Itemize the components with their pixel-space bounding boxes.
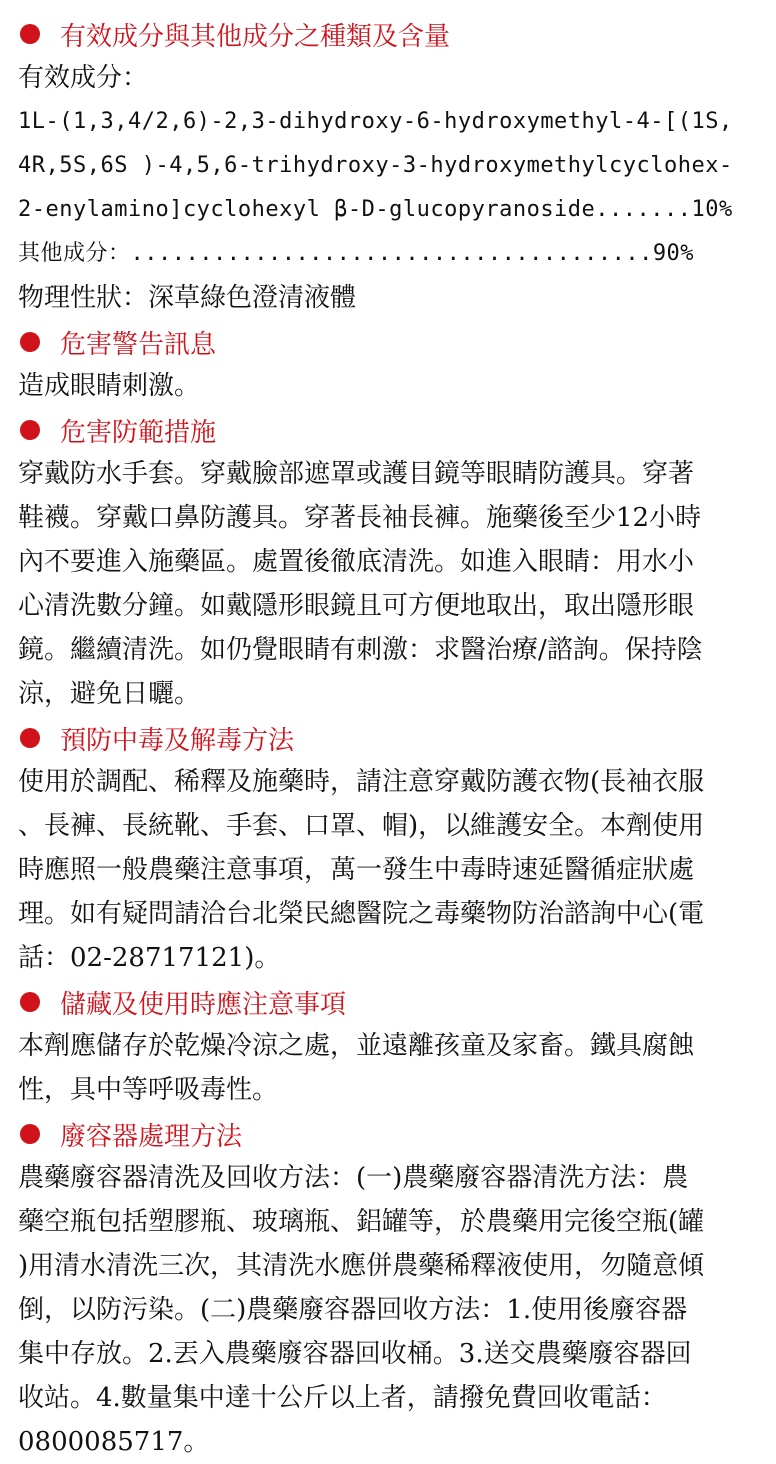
section-title: 預防中毒及解毒方法 <box>60 725 295 756</box>
section-heading-container-disposal <box>18 1112 758 1156</box>
bullet-icon <box>20 332 40 352</box>
text-line: 物理性狀：深草綠色澄清液體 <box>18 283 357 313</box>
text-line: 涼，避免日曬。 <box>18 679 201 709</box>
text-line: 4R,5S,6S )-4,5,6-trihydroxy-3-hydroxymethylcyclohex- <box>18 153 733 178</box>
text-line: 收站。4.數量集中達十公斤以上者，請撥免費回收電話： <box>18 1383 667 1413</box>
section-title: 危害警告訊息 <box>60 329 217 360</box>
text-line: )用清水清洗三次，其清洗水應併農藥稀釋液使用，勿隨意傾 <box>18 1251 705 1281</box>
text-line: 1L-(1,3,4/2,6)-2,3-dihydroxy-6-hydroxymethyl-4-[(1S, <box>18 109 733 134</box>
bullet-icon <box>20 420 40 440</box>
text-line: 理。如有疑問請洽台北榮民總醫院之毒藥物防治諮詢中心(電 <box>18 899 705 929</box>
text-line: 有效成分： <box>18 63 149 93</box>
text-line: 0800085717。 <box>18 1427 210 1457</box>
bullet-icon <box>20 728 40 748</box>
section-heading-hazard-warning <box>18 320 758 364</box>
text-line: 鏡。繼續清洗。如仍覺眼睛有刺激：求醫治療/諮詢。保持陰 <box>18 635 703 665</box>
bullet-icon <box>20 1124 40 1144</box>
text-line: 性，具中等呼吸毒性。 <box>18 1075 279 1105</box>
text-line: 集中存放。2.丟入農藥廢容器回收桶。3.送交農藥廢容器回 <box>18 1339 692 1369</box>
text-line: 內不要進入施藥區。處置後徹底清洗。如進入眼睛：用水小 <box>18 547 695 577</box>
text-line: 其他成分：......................................90% <box>18 241 695 266</box>
section-title: 儲藏及使用時應注意事項 <box>60 989 347 1020</box>
section-heading-poison-prevention <box>18 716 758 760</box>
text-line: 2-enylamino]cyclohexyl β-D-glucopyranoside.......10% <box>18 197 733 222</box>
section-heading-storage <box>18 980 758 1024</box>
text-line: 造成眼睛刺激。 <box>18 371 201 401</box>
text-line: 本劑應儲存於乾燥冷涼之處，並遠離孩童及家畜。鐵具腐蝕 <box>18 1031 695 1061</box>
bullet-icon <box>20 992 40 1012</box>
bullet-icon <box>20 24 40 44</box>
section-heading-precautions <box>18 408 758 452</box>
section-heading-ingredients <box>18 12 758 56</box>
text-line: 使用於調配、稀釋及施藥時，請注意穿戴防護衣物(長袖衣服 <box>18 767 705 797</box>
section-title: 有效成分與其他成分之種類及含量 <box>60 21 451 52</box>
text-line: 農藥廢容器清洗及回收方法：(一)農藥廢容器清洗方法：農 <box>18 1163 689 1193</box>
text-line: 話：02-28717121)。 <box>18 943 281 973</box>
text-line: 心清洗數分鐘。如戴隱形眼鏡且可方便地取出，取出隱形眼 <box>18 591 695 621</box>
section-title: 危害防範措施 <box>60 417 217 448</box>
text-line: 、長褲、長統靴、手套、口罩、帽)，以維護安全。本劑使用 <box>18 811 705 841</box>
section-title: 廢容器處理方法 <box>60 1121 243 1152</box>
text-line: 藥空瓶包括塑膠瓶、玻璃瓶、鋁罐等，於農藥用完後空瓶(罐 <box>18 1207 705 1237</box>
text-line: 倒，以防污染。(二)農藥廢容器回收方法：1.使用後廢容器 <box>18 1295 688 1325</box>
text-line: 時應照一般農藥注意事項，萬一發生中毒時速延醫循症狀處 <box>18 855 695 885</box>
text-line: 鞋襪。穿戴口鼻防護具。穿著長袖長褲。施藥後至少12小時 <box>18 503 702 533</box>
text-line: 穿戴防水手套。穿戴臉部遮罩或護目鏡等眼睛防護具。穿著 <box>18 459 695 489</box>
